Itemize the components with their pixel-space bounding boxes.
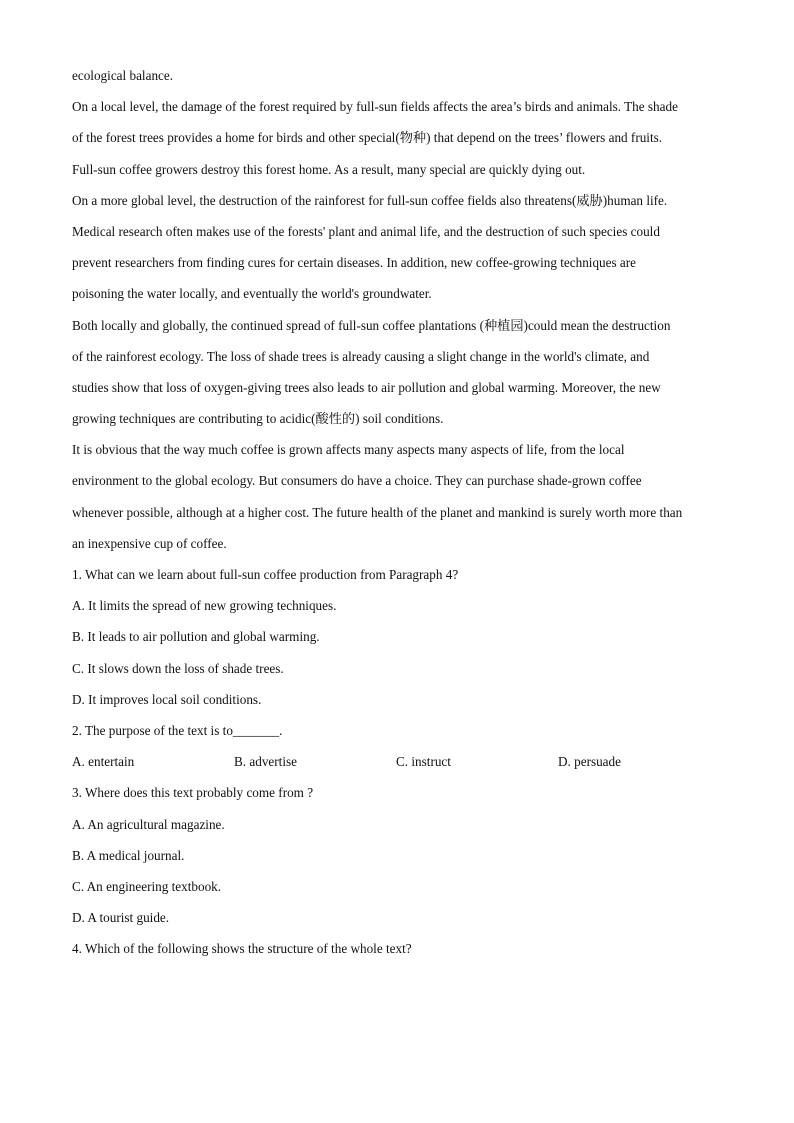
- passage-line: Medical research often makes use of the forests' plant and animal life, and the destruction of such species could: [72, 223, 660, 239]
- question-1: [72, 559, 724, 715]
- option-b: B. advertise: [234, 754, 297, 770]
- passage-line: Both locally and globally, the continued spread of full-sun coffee plantations (种植园)could mean the destruction: [72, 317, 671, 333]
- passage-line: It is obvious that the way much coffee is grown affects many aspects many aspects of life, from the local: [72, 442, 625, 458]
- passage-line: an inexpensive cup of coffee.: [72, 535, 227, 551]
- option-a: A. An agricultural magazine.: [72, 816, 225, 832]
- passage-line: of the rainforest ecology. The loss of shade trees is already causing a slight change in the world's climate, and: [72, 348, 650, 364]
- option-b: B. It leads to air pollution and global warming.: [72, 629, 320, 645]
- passage-line: of the forest trees provides a home for birds and other special(物种) that depend on the trees’ flowers and fruits.: [72, 130, 663, 146]
- passage-line: Full-sun coffee growers destroy this forest home. As a result, many special are quickly dying out.: [72, 161, 586, 177]
- passage-line: poisoning the water locally, and eventually the world's groundwater.: [72, 286, 432, 302]
- passage-line: whenever possible, although at a higher cost. The future health of the planet and mankind is surely worth more than: [72, 504, 683, 520]
- question-stem: 4. Which of the following shows the structure of the whole text?: [72, 941, 412, 957]
- question-stem: 1. What can we learn about full-sun coffee production from Paragraph 4?: [72, 567, 459, 582]
- option-row: [72, 746, 724, 777]
- passage-line: ecological balance.: [72, 68, 174, 83]
- document-page: [72, 60, 724, 964]
- passage: [72, 60, 724, 559]
- question-4: [72, 933, 724, 964]
- question-3: [72, 777, 724, 933]
- passage-line: environment to the global ecology. But consumers do have a choice. They can purchase shade-grown coffee: [72, 473, 642, 489]
- option-c: C. An engineering textbook.: [72, 878, 222, 894]
- option-c: C. It slows down the loss of shade trees.: [72, 660, 284, 676]
- option-a: A. It limits the spread of new growing techniques.: [72, 598, 337, 614]
- question-stem: 2. The purpose of the text is to_______.: [72, 722, 283, 738]
- option-c: C. instruct: [396, 754, 451, 770]
- passage-line: growing techniques are contributing to acidic(酸性的) soil conditions.: [72, 411, 444, 427]
- option-d: D. A tourist guide.: [72, 910, 170, 926]
- passage-line: On a more global level, the destruction of the rainforest for full-sun coffee fields also threatens(威胁)human life.: [72, 192, 668, 208]
- option-d: D. It improves local soil conditions.: [72, 691, 262, 707]
- passage-line: prevent researchers from finding cures for certain diseases. In addition, new coffee-growing techniques are: [72, 255, 637, 271]
- option-a: A. entertain: [72, 754, 135, 770]
- question-stem: 3. Where does this text probably come from ?: [72, 785, 314, 801]
- option-b: B. A medical journal.: [72, 847, 185, 863]
- passage-line: studies show that loss of oxygen-giving trees also leads to air pollution and global warming. Moreover, the new: [72, 379, 661, 395]
- passage-line: On a local level, the damage of the forest required by full-sun fields affects the area’s birds and animals. The shade: [72, 99, 678, 115]
- question-2: [72, 715, 724, 777]
- option-d: D. persuade: [558, 754, 621, 770]
